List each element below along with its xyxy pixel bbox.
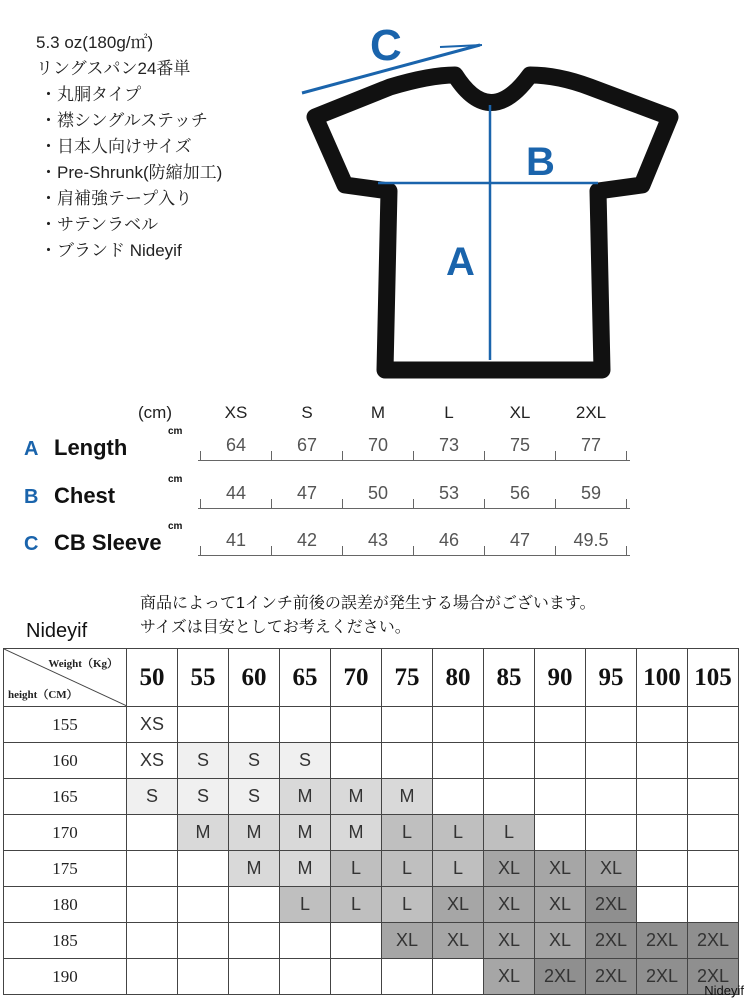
- row-name: CB Sleeve: [54, 530, 162, 555]
- size-cell: L: [382, 887, 433, 923]
- height-row: [4, 743, 739, 779]
- size-cell: [331, 743, 382, 779]
- size-cell: 2XL: [688, 959, 739, 995]
- size-cell: XL: [433, 887, 484, 923]
- row-tick: [555, 546, 556, 556]
- size-cell: [484, 743, 535, 779]
- size-cell: M: [280, 851, 331, 887]
- height-cell: 160: [4, 743, 127, 779]
- size-cell: S: [280, 743, 331, 779]
- size-cell: [637, 851, 688, 887]
- size-cell: S: [178, 743, 229, 779]
- size-cell: [688, 707, 739, 743]
- height-row: [4, 923, 739, 959]
- watermark: Nideyif: [704, 983, 744, 998]
- measure-value: 43: [367, 530, 389, 550]
- size-cell: [229, 923, 280, 959]
- spec-bullet: ・Pre-Shrunk(防縮加工): [40, 163, 223, 182]
- row-rule: [198, 555, 630, 556]
- size-cell: [688, 815, 739, 851]
- row-tick: [484, 499, 485, 509]
- size-cell: M: [178, 815, 229, 851]
- height-cell: 155: [4, 707, 127, 743]
- size-cell: [331, 959, 382, 995]
- height-cell: 165: [4, 779, 127, 815]
- weight-header-cell: 85: [484, 649, 535, 707]
- size-cell: M: [280, 815, 331, 851]
- row-name: Length: [54, 435, 128, 460]
- size-header: M: [370, 403, 386, 422]
- weight-header-cell: 100: [637, 649, 688, 707]
- measure-value: 44: [225, 483, 247, 503]
- measure-value: 75: [509, 435, 531, 455]
- size-cell: XL: [433, 923, 484, 959]
- size-chart: [3, 648, 739, 995]
- row-tick: [200, 499, 201, 509]
- size-cell: [586, 779, 637, 815]
- measure-value: 56: [509, 483, 531, 503]
- size-cell: XL: [535, 923, 586, 959]
- size-cell: [688, 887, 739, 923]
- size-cell: [127, 923, 178, 959]
- size-cell: M: [382, 779, 433, 815]
- size-cell: [178, 959, 229, 995]
- size-cell: 2XL: [637, 959, 688, 995]
- measure-value: 42: [296, 530, 318, 550]
- size-cell: XS: [127, 743, 178, 779]
- size-cell: [535, 743, 586, 779]
- size-header: 2XL: [575, 403, 607, 422]
- size-cell: L: [382, 851, 433, 887]
- height-cell: 175: [4, 851, 127, 887]
- size-cell: XS: [127, 707, 178, 743]
- size-cell: S: [229, 779, 280, 815]
- size-cell: [178, 923, 229, 959]
- weight-axis-label: Weight（Kg）: [48, 658, 118, 670]
- size-cell: [535, 815, 586, 851]
- size-cell: [382, 959, 433, 995]
- label-c: C: [370, 25, 402, 70]
- height-cell: 170: [4, 815, 127, 851]
- measure-value: 47: [509, 530, 531, 550]
- size-header: L: [444, 403, 454, 422]
- weight-header-cell: 90: [535, 649, 586, 707]
- size-cell: [433, 743, 484, 779]
- size-cell: [127, 815, 178, 851]
- tshirt-diagram: [290, 25, 690, 385]
- tolerance-note: [140, 592, 596, 640]
- size-cell: 2XL: [637, 923, 688, 959]
- size-cell: [688, 779, 739, 815]
- row-tick: [342, 546, 343, 556]
- measure-value: 47: [296, 483, 318, 503]
- weight-header-cell: 75: [382, 649, 433, 707]
- height-row: [4, 959, 739, 995]
- size-cell: [433, 779, 484, 815]
- size-cell: S: [229, 743, 280, 779]
- measure-value: 50: [367, 483, 389, 503]
- measure-value: 64: [225, 435, 247, 455]
- spec-yarn: リングスパン24番単: [36, 59, 191, 78]
- row-tick: [413, 546, 414, 556]
- size-cell: 2XL: [586, 887, 637, 923]
- size-cell: XL: [535, 887, 586, 923]
- size-cell: [688, 851, 739, 887]
- row-letter: A: [24, 438, 39, 460]
- unit-label: (cm): [138, 403, 172, 422]
- spec-bullet: ・肩補強テープ入り: [40, 189, 193, 208]
- size-cell: [382, 707, 433, 743]
- note-line: サイズは目安としてお考えください。: [140, 619, 411, 636]
- size-cell: XL: [382, 923, 433, 959]
- size-cell: [280, 707, 331, 743]
- size-cell: [688, 743, 739, 779]
- size-cell: M: [229, 851, 280, 887]
- size-cell: [280, 923, 331, 959]
- size-cell: L: [433, 851, 484, 887]
- size-cell: [586, 743, 637, 779]
- size-cell: L: [331, 851, 382, 887]
- measure-value: 41: [225, 530, 247, 550]
- measure-value: 67: [296, 435, 318, 455]
- row-tick: [413, 499, 414, 509]
- tshirt-outline: [315, 75, 670, 370]
- size-cell: [382, 743, 433, 779]
- size-cell: [229, 707, 280, 743]
- weight-header-cell: 65: [280, 649, 331, 707]
- weight-header-cell: 60: [229, 649, 280, 707]
- size-cell: S: [127, 779, 178, 815]
- row-tick: [200, 546, 201, 556]
- weight-header-cell: 80: [433, 649, 484, 707]
- weight-header-cell: 95: [586, 649, 637, 707]
- size-cell: S: [178, 779, 229, 815]
- row-tick: [271, 546, 272, 556]
- height-row: [4, 815, 739, 851]
- row-tick: [413, 451, 414, 461]
- height-row: [4, 851, 739, 887]
- size-cell: [484, 707, 535, 743]
- size-cell: [433, 707, 484, 743]
- spec-weight: 5.3 oz(180g/㎡): [36, 33, 154, 52]
- size-cell: L: [484, 815, 535, 851]
- size-cell: [127, 959, 178, 995]
- size-cell: 2XL: [688, 923, 739, 959]
- size-header: XS: [224, 403, 248, 422]
- size-cell: [331, 923, 382, 959]
- size-cell: [433, 959, 484, 995]
- brand-label: Nideyif: [26, 620, 88, 642]
- size-cell: [637, 887, 688, 923]
- weight-header-cell: 55: [178, 649, 229, 707]
- size-cell: [535, 707, 586, 743]
- size-cell: [637, 707, 688, 743]
- measure-value: 46: [438, 530, 460, 550]
- size-cell: L: [382, 815, 433, 851]
- size-cell: [127, 851, 178, 887]
- size-cell: 2XL: [586, 923, 637, 959]
- weight-header-row: [4, 649, 739, 707]
- size-cell: M: [280, 779, 331, 815]
- label-a: A: [446, 240, 475, 284]
- size-cell: XL: [484, 851, 535, 887]
- row-tick: [342, 499, 343, 509]
- size-cell: L: [280, 887, 331, 923]
- size-cell: 2XL: [535, 959, 586, 995]
- size-cell: [637, 779, 688, 815]
- row-tick: [626, 451, 627, 461]
- weight-header-cell: 50: [127, 649, 178, 707]
- size-cell: [127, 887, 178, 923]
- size-cell: XL: [535, 851, 586, 887]
- size-cell: [280, 959, 331, 995]
- size-cell: [178, 851, 229, 887]
- size-cell: [586, 707, 637, 743]
- measurement-row-chest: [0, 474, 750, 518]
- spec-bullet: ・襟シングルステッチ: [40, 111, 208, 130]
- row-tick: [484, 451, 485, 461]
- row-letter: C: [24, 533, 39, 555]
- size-cell: [178, 887, 229, 923]
- size-cell: M: [229, 815, 280, 851]
- size-cell: [586, 815, 637, 851]
- size-cell: [229, 887, 280, 923]
- height-axis-label: height（CM）: [8, 689, 78, 701]
- row-tick: [342, 451, 343, 461]
- cm-mark: cm: [168, 474, 183, 485]
- size-cell: [637, 743, 688, 779]
- size-cell: L: [331, 887, 382, 923]
- measurement-row-length: [0, 426, 750, 470]
- height-cell: 185: [4, 923, 127, 959]
- measure-value: 59: [580, 483, 602, 503]
- spec-bullet: ・ブランド Nideyif: [40, 241, 182, 260]
- row-tick: [626, 546, 627, 556]
- row-tick: [484, 546, 485, 556]
- size-cell: [535, 779, 586, 815]
- row-rule: [198, 460, 630, 461]
- row-tick: [200, 451, 201, 461]
- measure-value: 73: [438, 435, 460, 455]
- spec-bullet: ・サテンラベル: [40, 215, 159, 234]
- size-cell: XL: [586, 851, 637, 887]
- size-cell: [331, 707, 382, 743]
- row-rule: [198, 508, 630, 509]
- size-cell: L: [433, 815, 484, 851]
- spec-list: [36, 30, 222, 264]
- row-tick: [555, 499, 556, 509]
- spec-bullet: ・丸胴タイプ: [40, 85, 142, 104]
- size-header: XL: [509, 403, 531, 422]
- weight-header-cell: 70: [331, 649, 382, 707]
- size-header: S: [301, 403, 313, 422]
- cm-mark: cm: [168, 426, 183, 437]
- size-cell: 2XL: [586, 959, 637, 995]
- size-cell: [484, 779, 535, 815]
- cm-mark: cm: [168, 521, 183, 532]
- row-tick: [271, 499, 272, 509]
- size-cell: XL: [484, 887, 535, 923]
- measure-value: 49.5: [573, 530, 609, 550]
- size-cell: M: [331, 815, 382, 851]
- row-tick: [626, 499, 627, 509]
- measurement-row-sleeve: [0, 521, 750, 565]
- height-cell: 180: [4, 887, 127, 923]
- size-cell: XL: [484, 923, 535, 959]
- row-tick: [555, 451, 556, 461]
- size-cell: [178, 707, 229, 743]
- size-cell: [229, 959, 280, 995]
- weight-header-cell: 105: [688, 649, 739, 707]
- size-cell: XL: [484, 959, 535, 995]
- measure-value: 77: [580, 435, 602, 455]
- chart-corner: [4, 649, 127, 707]
- height-row: [4, 887, 739, 923]
- row-name: Chest: [54, 483, 116, 508]
- row-tick: [271, 451, 272, 461]
- measurement-table: [0, 395, 750, 575]
- size-cell: [637, 815, 688, 851]
- size-cell: M: [331, 779, 382, 815]
- row-letter: B: [24, 486, 39, 508]
- height-cell: 190: [4, 959, 127, 995]
- height-row: [4, 779, 739, 815]
- label-b: B: [526, 140, 555, 184]
- spec-bullet: ・日本人向けサイズ: [40, 137, 192, 156]
- measure-value: 53: [438, 483, 460, 503]
- note-line: 商品によって1インチ前後の誤差が発生する場合がございます。: [140, 595, 596, 612]
- measure-value: 70: [367, 435, 389, 455]
- height-row: [4, 707, 739, 743]
